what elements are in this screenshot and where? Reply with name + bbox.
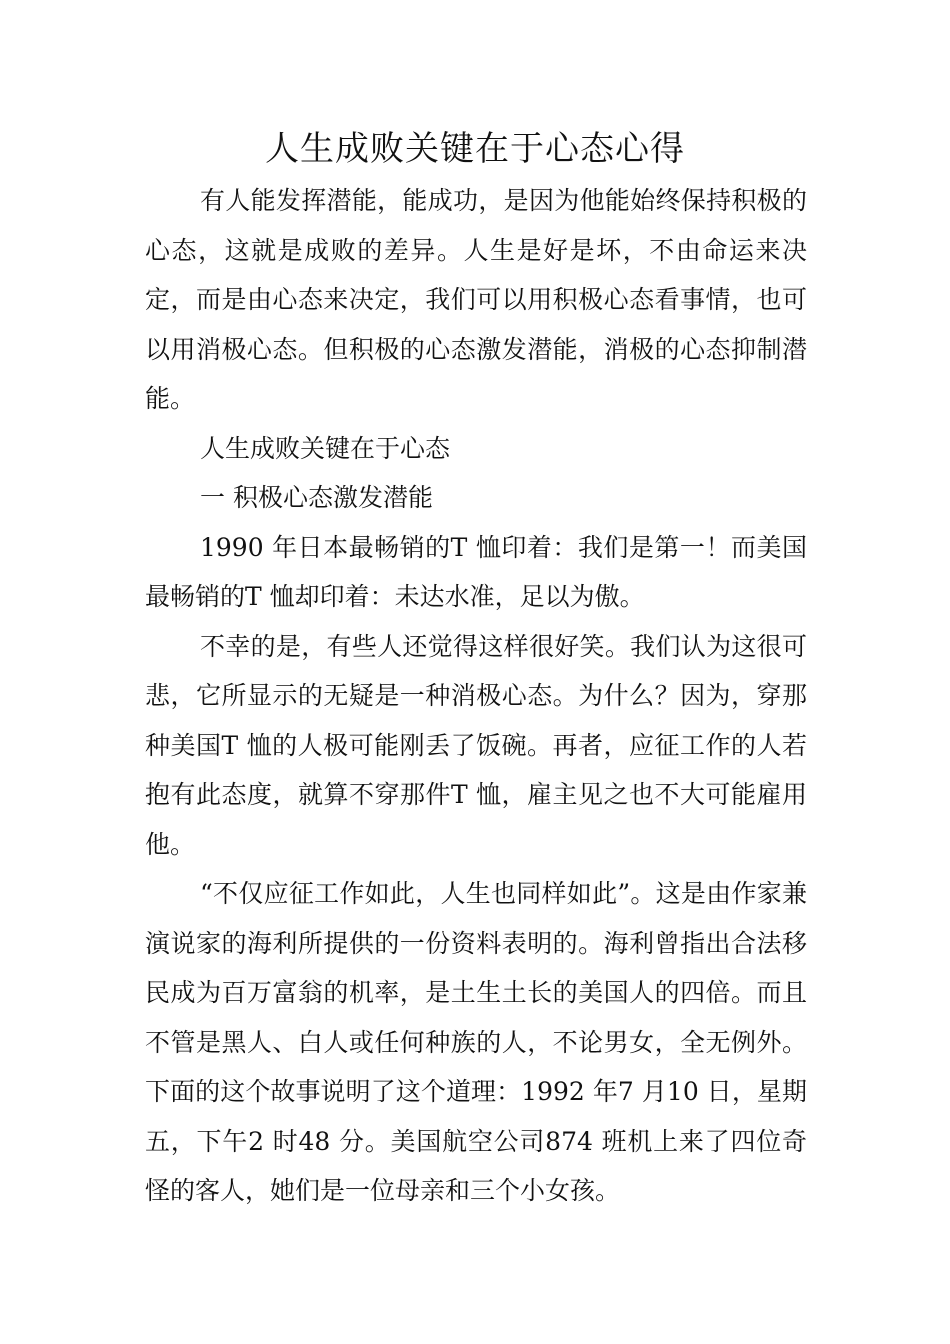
section-heading: 人生成败关键在于心态 <box>200 433 451 463</box>
paragraph-haley: “不仅应征工作如此，人生也同样如此”。这是由作家兼演说家的海利所提供的一份资料表明的。海利曾指出合法移民成为百万富翁的机率，是土生土长的美国人的四倍。而且不管是黑人、白人或任何种族的人，不论男女，全无例外。下面的这个故事说明了这个道理：1992 年7 月10 日，星期五，下午2 时48 分。美国航空公司874 班机上来了四位奇怪的客人，她们是一位母亲和三个小女孩。 <box>145 879 807 1205</box>
paragraph-tshirt: 1990 年日本最畅销的T 恤印着：我们是第一！而美国最畅销的T 恤却印着：未达水准，足以为傲。 <box>145 532 807 611</box>
paragraph-intro: 有人能发挥潜能，能成功，是因为他能始终保持积极的心态，这就是成败的差异。人生是好是坏，不由命运来决定，而是由心态来决定，我们可以用积极心态看事情，也可以用消极心态。但积极的心态激发潜能，消极的心态抑制潜能。 <box>145 186 807 413</box>
subsection-heading: 一 积极心态激发潜能 <box>200 483 433 512</box>
document-body <box>145 176 807 1216</box>
document-title: 人生成败关键在于心态心得 <box>265 129 685 169</box>
paragraph-misfortune: 不幸的是，有些人还觉得这样很好笑。我们认为这很可悲，它所显示的无疑是一种消极心态。为什么？因为，穿那种美国T 恤的人极可能刚丢了饭碗。再者，应征工作的人若抱有此态度，就算不穿那件T 恤，雇主见之也不大可能雇用他。 <box>145 631 807 859</box>
